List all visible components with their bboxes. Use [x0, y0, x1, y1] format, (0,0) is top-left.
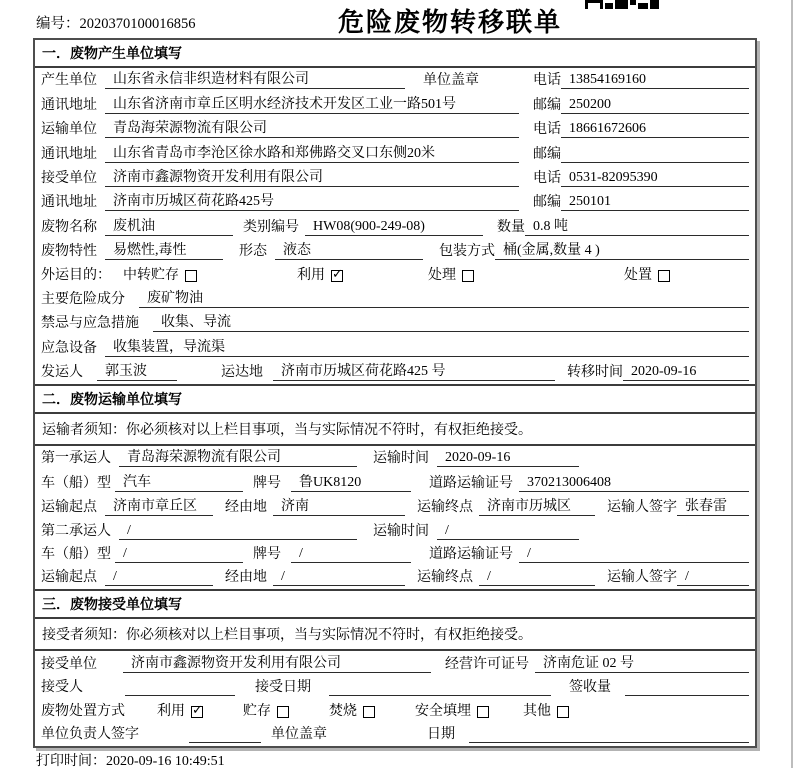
- carrier-sign-label: 运输人签字: [607, 500, 677, 516]
- purpose-option-utilize: 利用: [297, 267, 325, 283]
- transporter-label: 运输单位: [41, 122, 97, 138]
- quantity-label: 数量: [497, 219, 525, 235]
- road-license-label: 道路运输证号: [429, 475, 513, 491]
- responsible-sign-label: 单位负责人签字: [41, 726, 139, 742]
- producer-phone-value: 13854169160: [561, 72, 749, 89]
- row-receiver-address: [35, 190, 755, 214]
- purpose-label: 外运目的：: [41, 267, 111, 283]
- row-producer-address: [35, 92, 755, 116]
- row-route1: [35, 495, 755, 519]
- page-right-edge: [791, 0, 793, 768]
- row-taboo-measures: [35, 311, 755, 335]
- via-label: 经由地: [225, 570, 267, 586]
- checkbox-disposal-other: [557, 706, 569, 718]
- disposal-label: 废物处置方式: [41, 703, 125, 719]
- receiver-label: 接受单位: [41, 170, 97, 186]
- checkbox-utilize: [331, 270, 343, 282]
- transport-time-label: 运输时间: [373, 523, 429, 539]
- checkbox-disposal-incinerate: [363, 706, 375, 718]
- row-disposal-method: [35, 699, 755, 722]
- transfer-time-label: 转移时间: [567, 365, 623, 381]
- doc-title: 危险废物转移联单: [338, 8, 563, 37]
- row-transfer-purpose: [35, 263, 755, 286]
- receiver-notice: 接受者须知：你必须核对以上栏目事项，当与实际情况不符时，有权拒绝接受。: [35, 619, 755, 651]
- form-label: 形态: [239, 244, 267, 260]
- receiver-address-value: 济南市历城区荷花路425号: [105, 190, 519, 211]
- transfer-time-value: 2020-09-16: [623, 364, 749, 381]
- route1-sign-value: 张春雷: [677, 495, 749, 516]
- accept-unit-label: 接受单位: [41, 656, 97, 672]
- disposal-option-other: 其他: [523, 703, 551, 719]
- checkbox-treat: [462, 270, 474, 282]
- row-emergency-equipment: [35, 335, 755, 359]
- address-label: 通讯地址: [41, 146, 97, 162]
- carrier2-value: /: [119, 523, 357, 540]
- dispatcher-label: 发运人: [41, 365, 83, 381]
- carrier1-time-value: 2020-09-16: [437, 450, 579, 467]
- transporter-notice: 运输者须知：你必须核对以上栏目事项，当与实际情况不符时，有权拒绝接受。: [35, 414, 755, 446]
- dispatcher-value: 郭玉波: [97, 360, 177, 381]
- date-value: [469, 742, 749, 743]
- transporter-phone-value: 18661672606: [561, 121, 749, 138]
- plate-label: 牌号: [253, 475, 281, 491]
- row-carrier1: [35, 446, 755, 470]
- route2-via-value: /: [273, 569, 405, 586]
- disposal-option-incinerate: 焚烧: [329, 703, 357, 719]
- row-producer: [35, 68, 755, 92]
- qr-code-icon: [585, 0, 663, 9]
- waste-name-label: 废物名称: [41, 219, 97, 235]
- waste-traits-label: 废物特性: [41, 244, 97, 260]
- producer-zip-value: 250200: [561, 97, 749, 114]
- transport-time-label: 运输时间: [373, 451, 429, 467]
- document-number-label: 编号：: [36, 16, 80, 32]
- address-label: 通讯地址: [41, 97, 97, 113]
- disposal-option-landfill: 安全填埋: [415, 703, 471, 719]
- checkbox-dispose: [658, 270, 670, 282]
- zip-label: 邮编: [533, 97, 561, 113]
- section1-header: 一．废物产生单位填写: [35, 40, 755, 68]
- date-label: 日期: [427, 726, 455, 742]
- vehicle2-license-value: /: [519, 546, 749, 563]
- row-carrier2: [35, 519, 755, 542]
- signed-quantity-value: [625, 695, 749, 696]
- disposal-option-utilize: 利用: [157, 703, 185, 719]
- vehicle2-type-value: /: [115, 546, 243, 563]
- route1-end-value: 济南市历城区: [479, 495, 595, 516]
- section3-header: 三．废物接受单位填写: [35, 589, 755, 619]
- accept-date-value: [329, 695, 551, 696]
- hazard-label: 主要危险成分: [41, 291, 125, 307]
- permit-value: 济南危证 02 号: [535, 652, 749, 673]
- category-code-label: 类别编号: [243, 219, 299, 235]
- receiver-value: 济南市鑫源物资开发利用有限公司: [105, 166, 519, 187]
- producer-address-value: 山东省济南市章丘区明水经济技术开发区工业一路501号: [105, 93, 519, 114]
- row-route2: [35, 566, 755, 589]
- carrier1-label: 第一承运人: [41, 451, 111, 467]
- equipment-value: 收集装置，导流渠: [105, 336, 749, 357]
- accept-unit-value: 济南市鑫源物资开发利用有限公司: [123, 652, 431, 673]
- row-responsible-sign: [35, 723, 755, 746]
- row-accept-unit: [35, 651, 755, 675]
- disposal-option-storage: 贮存: [243, 703, 271, 719]
- acceptor-value: [125, 695, 235, 696]
- carrier1-value: 青岛海荣源物流有限公司: [119, 446, 357, 467]
- section2-header: 二．废物运输单位填写: [35, 384, 755, 414]
- route1-start-value: 济南市章丘区: [105, 495, 213, 516]
- route1-via-value: 济南: [273, 495, 405, 516]
- signed-quantity-label: 签收量: [569, 680, 611, 696]
- vehicle1-license-value: 370213006408: [519, 475, 749, 492]
- document-number-value: 2020370100016856: [79, 16, 196, 32]
- transporter-address-value: 山东省青岛市李沧区徐水路和郑佛路交叉口东侧20米: [105, 142, 519, 163]
- packing-label: 包装方式: [439, 244, 495, 260]
- equipment-label: 应急设备: [41, 340, 97, 356]
- row-waste-name: [35, 214, 755, 238]
- purpose-option-transfer-storage: 中转贮存: [123, 267, 179, 283]
- row-vehicle1: [35, 470, 755, 494]
- row-vehicle2: [35, 543, 755, 566]
- route2-start-value: /: [105, 569, 213, 586]
- document-number: [36, 12, 196, 33]
- print-time: [36, 750, 225, 770]
- route-end-label: 运输终点: [417, 570, 473, 586]
- accept-date-label: 接受日期: [255, 680, 311, 696]
- zip-label: 邮编: [533, 195, 561, 211]
- taboo-label: 禁忌与应急措施: [41, 316, 139, 332]
- route-start-label: 运输起点: [41, 500, 97, 516]
- zip-label: 邮编: [533, 146, 561, 162]
- quantity-value: 0.8 吨: [525, 215, 749, 236]
- address-label: 通讯地址: [41, 195, 97, 211]
- checkbox-disposal-storage: [277, 706, 289, 718]
- permit-label: 经营许可证号: [445, 656, 529, 672]
- category-code-value: HW08(900-249-08): [305, 219, 483, 236]
- receiver-phone-value: 0531-82095390: [561, 170, 749, 187]
- row-receiver: [35, 166, 755, 190]
- waste-name-value: 废机油: [105, 215, 233, 236]
- plate-label: 牌号: [253, 547, 281, 563]
- transporter-value: 青岛海荣源物流有限公司: [105, 117, 519, 138]
- vehicle1-plate-value: 鲁UK8120: [291, 471, 411, 492]
- row-hazard-component: [35, 287, 755, 311]
- print-time-value: 2020-09-16 10:49:51: [106, 754, 225, 769]
- vehicle2-plate-value: /: [291, 546, 411, 563]
- acceptor-label: 接受人: [41, 680, 83, 696]
- row-dispatch: [35, 360, 755, 384]
- vehicle1-type-value: 汽车: [115, 471, 243, 492]
- purpose-option-dispose: 处置: [624, 267, 652, 283]
- vehicle-type-label: 车（船）型: [41, 475, 111, 491]
- via-label: 经由地: [225, 500, 267, 516]
- checkbox-transfer-storage: [185, 270, 197, 282]
- checkbox-disposal-landfill: [477, 706, 489, 718]
- responsible-sign-value: [189, 742, 261, 743]
- manifest-table: [33, 38, 757, 748]
- packing-value: 桶(金属,数量 4 ): [495, 239, 749, 260]
- destination-value: 济南市历城区荷花路425 号: [273, 360, 555, 381]
- row-waste-traits: [35, 239, 755, 263]
- producer-value: 山东省永信非织造材料有限公司: [105, 68, 405, 89]
- phone-label: 电话: [533, 122, 561, 138]
- producer-label: 产生单位: [41, 73, 97, 89]
- checkbox-disposal-utilize: [191, 706, 203, 718]
- unit-seal-label: 单位盖章: [271, 726, 327, 742]
- receiver-zip-value: 250101: [561, 194, 749, 211]
- route-start-label: 运输起点: [41, 570, 97, 586]
- taboo-value: 收集、导流: [153, 311, 749, 332]
- route2-end-value: /: [479, 569, 595, 586]
- phone-label: 电话: [533, 73, 561, 89]
- carrier-sign-label: 运输人签字: [607, 570, 677, 586]
- phone-label: 电话: [533, 170, 561, 186]
- hazard-value: 废矿物油: [139, 287, 749, 308]
- route2-sign-value: /: [677, 569, 749, 586]
- road-license-label: 道路运输证号: [429, 547, 513, 563]
- carrier2-label: 第二承运人: [41, 523, 111, 539]
- print-time-label: 打印时间：: [36, 754, 106, 769]
- destination-label: 运达地: [221, 365, 263, 381]
- transporter-zip-value: [561, 162, 749, 163]
- waste-traits-value: 易燃性,毒性: [105, 239, 223, 260]
- route-end-label: 运输终点: [417, 500, 473, 516]
- form-value: 液态: [275, 239, 423, 260]
- carrier2-time-value: /: [437, 523, 579, 540]
- unit-seal-label: 单位盖章: [423, 73, 479, 89]
- row-transporter: [35, 117, 755, 141]
- row-acceptor: [35, 676, 755, 699]
- vehicle-type-label: 车（船）型: [41, 547, 111, 563]
- purpose-option-treat: 处理: [428, 267, 456, 283]
- row-transporter-address: [35, 141, 755, 165]
